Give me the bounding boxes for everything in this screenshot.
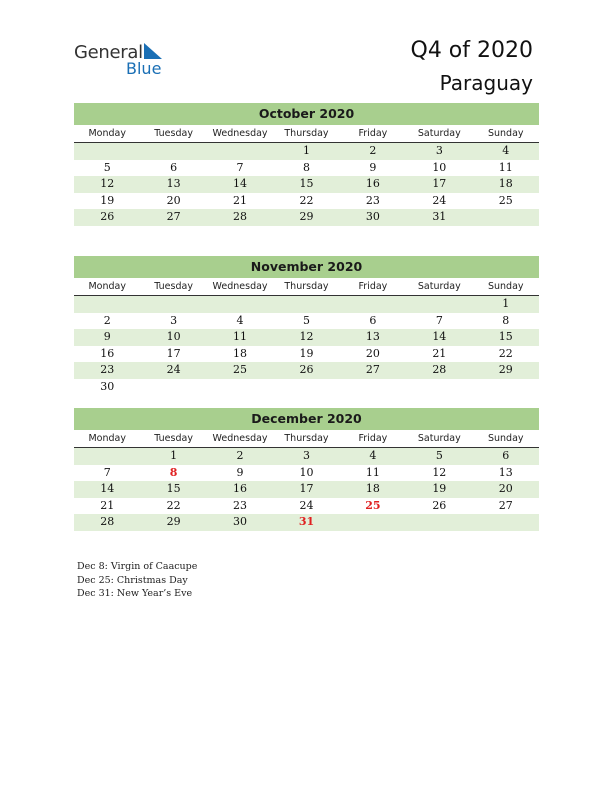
day-cell: 16 [100,346,115,360]
day-cell: 9 [236,465,244,479]
day-cell: 26 [432,498,447,512]
day-cell: 8 [502,313,510,327]
day-cell: 13 [365,330,380,344]
day-cell: 6 [170,160,178,174]
month-december [74,408,539,531]
day-cell: 10 [299,465,314,479]
day-cell: 4 [502,144,510,157]
day-cell: 23 [365,193,380,207]
day-cell [473,514,539,531]
weekday-label: Friday [358,128,388,139]
day-cell: 21 [100,498,115,512]
weekday-label: Thursday [284,433,329,444]
day-cell: 21 [233,193,248,207]
day-cell [207,143,273,160]
weekday-label: Saturday [417,433,461,444]
holiday-note: Dec 8: Virgin of Caacupe [77,561,198,572]
month-title: October 2020 [74,103,539,125]
day-cell: 3 [302,449,310,462]
weekday-label: Thursday [284,128,329,139]
week-row [74,296,539,313]
weekday-label: Tuesday [154,128,193,139]
weekday-label: Saturday [417,128,461,139]
week-row [74,362,539,379]
day-cell: 29 [299,210,314,224]
logo [74,40,174,80]
day-cell: 11 [498,160,513,174]
day-cell: 6 [369,313,377,327]
weekday-header-row [74,430,539,448]
day-cell: 22 [299,193,314,207]
day-cell: 25 [233,363,248,377]
day-cell: 4 [369,449,377,462]
week-row [74,465,539,482]
day-cell: 28 [233,210,248,224]
day-cell [74,448,140,465]
day-cell [140,296,206,313]
day-cell: 17 [166,346,181,360]
week-row [74,481,539,498]
day-cell: 11 [365,465,380,479]
day-cell: 15 [299,177,314,191]
day-cell: 15 [166,482,181,496]
day-cell [74,143,140,160]
day-cell [207,379,273,396]
day-cell: 27 [365,363,380,377]
country-name: Paraguay [439,71,533,95]
day-cell [406,379,472,396]
day-cell: 19 [432,482,447,496]
day-cell: 18 [233,346,248,360]
day-cell: 22 [498,346,513,360]
day-cell: 27 [166,210,181,224]
weekday-label: Wednesday [212,128,268,139]
day-cell: 2 [369,144,377,157]
page-title: Q4 of 2020 [410,38,533,63]
day-cell: 7 [435,313,443,327]
day-cell: 22 [166,498,181,512]
day-cell: 7 [236,160,244,174]
day-cell [74,296,140,313]
month-title: November 2020 [74,256,539,278]
day-cell: 30 [233,515,248,529]
day-cell: 8 [302,160,310,174]
day-cell [406,514,472,531]
day-cell: 5 [103,160,111,174]
weekday-label: Tuesday [154,281,193,292]
weekday-label: Thursday [284,281,329,292]
weekday-label: Friday [358,433,388,444]
day-cell: 19 [100,193,115,207]
day-cell [273,296,339,313]
day-cell: 11 [233,330,248,344]
day-cell [340,514,406,531]
day-cell: 20 [365,346,380,360]
day-cell: 26 [299,363,314,377]
day-cell: 18 [365,482,380,496]
day-cell: 6 [502,449,510,462]
day-cell: 9 [369,160,377,174]
day-cell: 19 [299,346,314,360]
day-cell [340,296,406,313]
day-cell [140,379,206,396]
day-cell: 20 [166,193,181,207]
week-row [74,514,539,531]
holiday-note: Dec 31: New Year’s Eve [77,588,193,599]
day-cell: 31 [298,515,315,529]
day-cell: 3 [435,144,443,157]
day-cell: 18 [498,177,513,191]
day-cell: 23 [233,498,248,512]
day-cell: 28 [100,515,115,529]
day-cell: 1 [302,144,310,157]
weekday-label: Tuesday [154,433,193,444]
week-row [74,379,539,396]
weekday-label: Friday [358,281,388,292]
day-cell: 2 [236,449,244,462]
day-cell: 26 [100,210,115,224]
day-cell: 27 [498,498,513,512]
weekday-label: Sunday [487,433,524,444]
day-cell [207,296,273,313]
day-cell: 25 [498,193,513,207]
holiday-note: Dec 25: Christmas Day [77,574,188,586]
day-cell: 31 [432,210,447,224]
day-cell: 12 [432,465,447,479]
day-cell: 24 [166,363,181,377]
weekday-label: Monday [88,433,126,444]
day-cell: 28 [432,363,447,377]
day-cell: 12 [100,177,115,191]
week-row [74,313,539,330]
day-cell [273,379,339,396]
weekday-header-row [74,278,539,296]
day-cell: 24 [299,498,314,512]
day-cell: 15 [498,330,513,344]
day-cell: 9 [103,330,111,344]
week-row [74,143,539,160]
day-cell: 1 [502,297,510,310]
day-cell: 17 [299,482,314,496]
day-cell: 1 [170,449,178,462]
month-october [74,103,539,226]
day-cell: 14 [432,330,447,344]
month-november [74,256,539,396]
week-row [74,209,539,226]
weekday-label: Monday [88,128,126,139]
day-cell: 29 [166,515,181,529]
day-cell: 13 [498,465,513,479]
day-cell: 7 [103,465,111,479]
day-cell: 5 [435,449,443,462]
week-row [74,160,539,177]
holiday-notes [77,560,197,601]
day-cell: 30 [365,210,380,224]
day-cell [140,143,206,160]
day-cell: 16 [365,177,380,191]
week-row [74,448,539,465]
day-cell: 25 [365,498,381,512]
day-cell: 14 [100,482,115,496]
day-cell [473,209,539,226]
weekday-label: Sunday [487,281,524,292]
day-cell: 17 [432,177,447,191]
day-cell: 10 [166,330,181,344]
week-row [74,329,539,346]
day-cell: 29 [498,363,513,377]
day-cell: 16 [233,482,248,496]
day-cell: 30 [100,379,115,393]
day-cell: 14 [233,177,248,191]
weekday-label: Wednesday [212,281,268,292]
day-cell: 10 [432,160,447,174]
day-cell: 8 [169,465,178,479]
month-title: December 2020 [74,408,539,430]
week-row [74,176,539,193]
week-row [74,498,539,515]
day-cell: 21 [432,346,447,360]
day-cell: 5 [302,313,310,327]
day-cell [340,379,406,396]
weekday-label: Saturday [417,281,461,292]
day-cell: 12 [299,330,314,344]
day-cell [473,379,539,396]
day-cell: 4 [236,313,244,327]
weekday-label: Monday [88,281,126,292]
day-cell: 2 [103,313,111,327]
day-cell: 23 [100,363,115,377]
weekday-label: Wednesday [212,433,268,444]
weekday-label: Sunday [487,128,524,139]
week-row [74,193,539,210]
day-cell: 20 [498,482,513,496]
day-cell [406,296,472,313]
day-cell: 3 [170,313,178,327]
logo-blue-text: Blue [126,59,162,78]
weekday-header-row [74,125,539,143]
day-cell: 24 [432,193,447,207]
logo-general-text: General [74,42,143,63]
day-cell: 13 [166,177,181,191]
week-row [74,346,539,363]
